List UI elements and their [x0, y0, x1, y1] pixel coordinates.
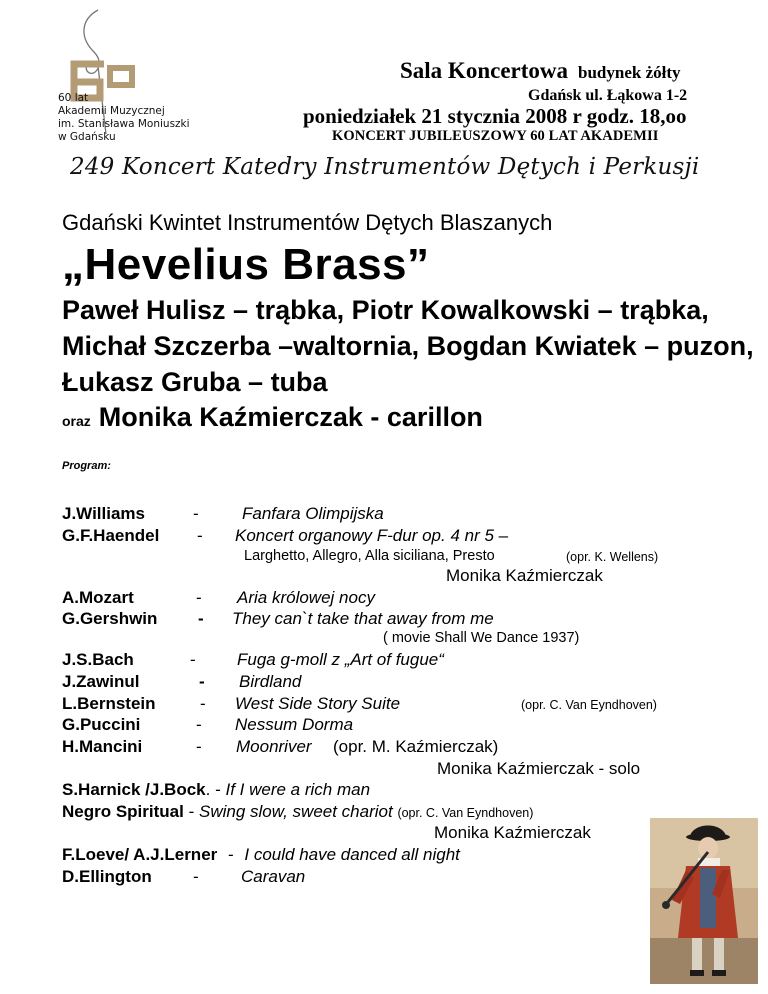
program-dash: - [193, 504, 199, 523]
program-entry [62, 802, 533, 822]
program-dash: - [196, 715, 202, 734]
and-label: oraz [62, 413, 91, 429]
program-dash: - [190, 650, 196, 669]
program-dash: - [200, 694, 206, 713]
program-composer: G.Puccini [62, 715, 141, 734]
program-composer: J.Williams [62, 504, 145, 523]
logo-line: w Gdańsku [58, 131, 116, 143]
program-movements: Larghetto, Allegro, Alla siciliana, Presto [244, 548, 495, 564]
logo-line: Akademii Muzycznej [58, 105, 165, 117]
program-dash: . - [205, 780, 221, 799]
program-work: They can`t take that away from me [232, 609, 494, 628]
program-composer: J.Zawinul [62, 672, 140, 691]
program-work: West Side Story Suite [235, 694, 401, 713]
logo-line: 60 lat [58, 92, 89, 104]
program-composer: G.Gershwin [62, 609, 158, 628]
program-composer: Negro Spiritual [62, 802, 184, 821]
program-composer: S.Harnick /J.Bock [62, 780, 206, 799]
program-work: If I were a rich man [225, 780, 371, 799]
program-dash: - [199, 672, 205, 691]
program-work: Fuga g-moll z „Art of fugue“ [237, 650, 444, 669]
program-work: I could have danced all night [244, 845, 460, 864]
venue-name: Sala Koncertowa [400, 58, 569, 83]
program-work: Swing slow, sweet chariot [199, 802, 393, 821]
program-composer: J.S.Bach [62, 650, 134, 669]
program-dash: - [198, 609, 204, 628]
program-dash: - [196, 588, 202, 607]
program-arranger-note: (opr. K. Wellens) [566, 550, 659, 564]
program-dash: - [193, 867, 199, 886]
trumpeter-illustration-icon [650, 818, 758, 984]
program-work: Birdland [239, 672, 302, 691]
program-performer: Monika Kaźmierczak [446, 566, 603, 585]
program-composer: G.F.Haendel [62, 526, 160, 545]
venue-address: Gdańsk ul. Łąkowa 1-2 [528, 87, 688, 104]
logo-line: im. Stanisława Moniuszki [58, 118, 190, 130]
program-composer: A.Mozart [62, 588, 134, 607]
venue-heading [400, 58, 681, 84]
program-entry [62, 845, 460, 865]
academy-logo-text [58, 92, 190, 144]
program-work: Aria królowej nocy [237, 588, 375, 607]
program-source-note: ( movie Shall We Dance 1937) [383, 630, 580, 646]
program-work: Koncert organowy F-dur op. 4 nr 5 – [235, 526, 509, 545]
program-performer: Monika Kaźmierczak - solo [437, 759, 641, 778]
program-performer: Monika Kaźmierczak [434, 823, 591, 842]
program-arranger-note: (opr. M. Kaźmierczak) [333, 737, 499, 756]
program-work: Moonriver [236, 737, 312, 756]
program-composer: L.Bernstein [62, 694, 156, 713]
program-dash: - [188, 802, 195, 821]
ensemble-members: Paweł Hulisz – trąbka, Piotr Kowalkowski – trąbka, Michał Szczerba –waltornia, Bogdan Kwiatek – puzon, Łukasz Gruba – tuba [62, 295, 754, 397]
program-composer: F.Loeve/ A.J.Lerner [62, 845, 218, 864]
program-entry [62, 780, 370, 800]
venue-building: budynek żółty [578, 63, 681, 82]
program-work: Caravan [241, 867, 306, 886]
jubilee-heading: KONCERT JUBILEUSZOWY 60 LAT AKADEMII [332, 128, 659, 144]
concert-title: 249 Koncert Katedry Instrumentów Dętych i Perkusji [70, 154, 700, 180]
program-composer: H.Mancini [62, 737, 143, 756]
program-dash: - [228, 845, 234, 864]
program-arranger-note: (opr. C. Van Eyndhoven) [521, 698, 657, 712]
program-arranger-note: (opr. C. Van Eyndhoven) [397, 806, 534, 820]
ensemble-description: Gdański Kwintet Instrumentów Dętych Blaszanych [62, 210, 553, 235]
guest-performer: Monika Kaźmierczak - carillon [98, 402, 483, 432]
ensemble-name: „Hevelius Brass” [62, 240, 430, 289]
program-dash: - [197, 526, 203, 545]
guest-line [62, 402, 483, 433]
program-dash: - [196, 737, 202, 756]
concert-date: poniedziałek 21 stycznia 2008 r godz. 18,oo [303, 104, 687, 128]
program-label: Program: [62, 460, 111, 472]
program-composer: D.Ellington [62, 867, 152, 886]
program-work: Fanfara Olimpijska [242, 504, 384, 523]
program-work: Nessum Dorma [235, 715, 354, 734]
